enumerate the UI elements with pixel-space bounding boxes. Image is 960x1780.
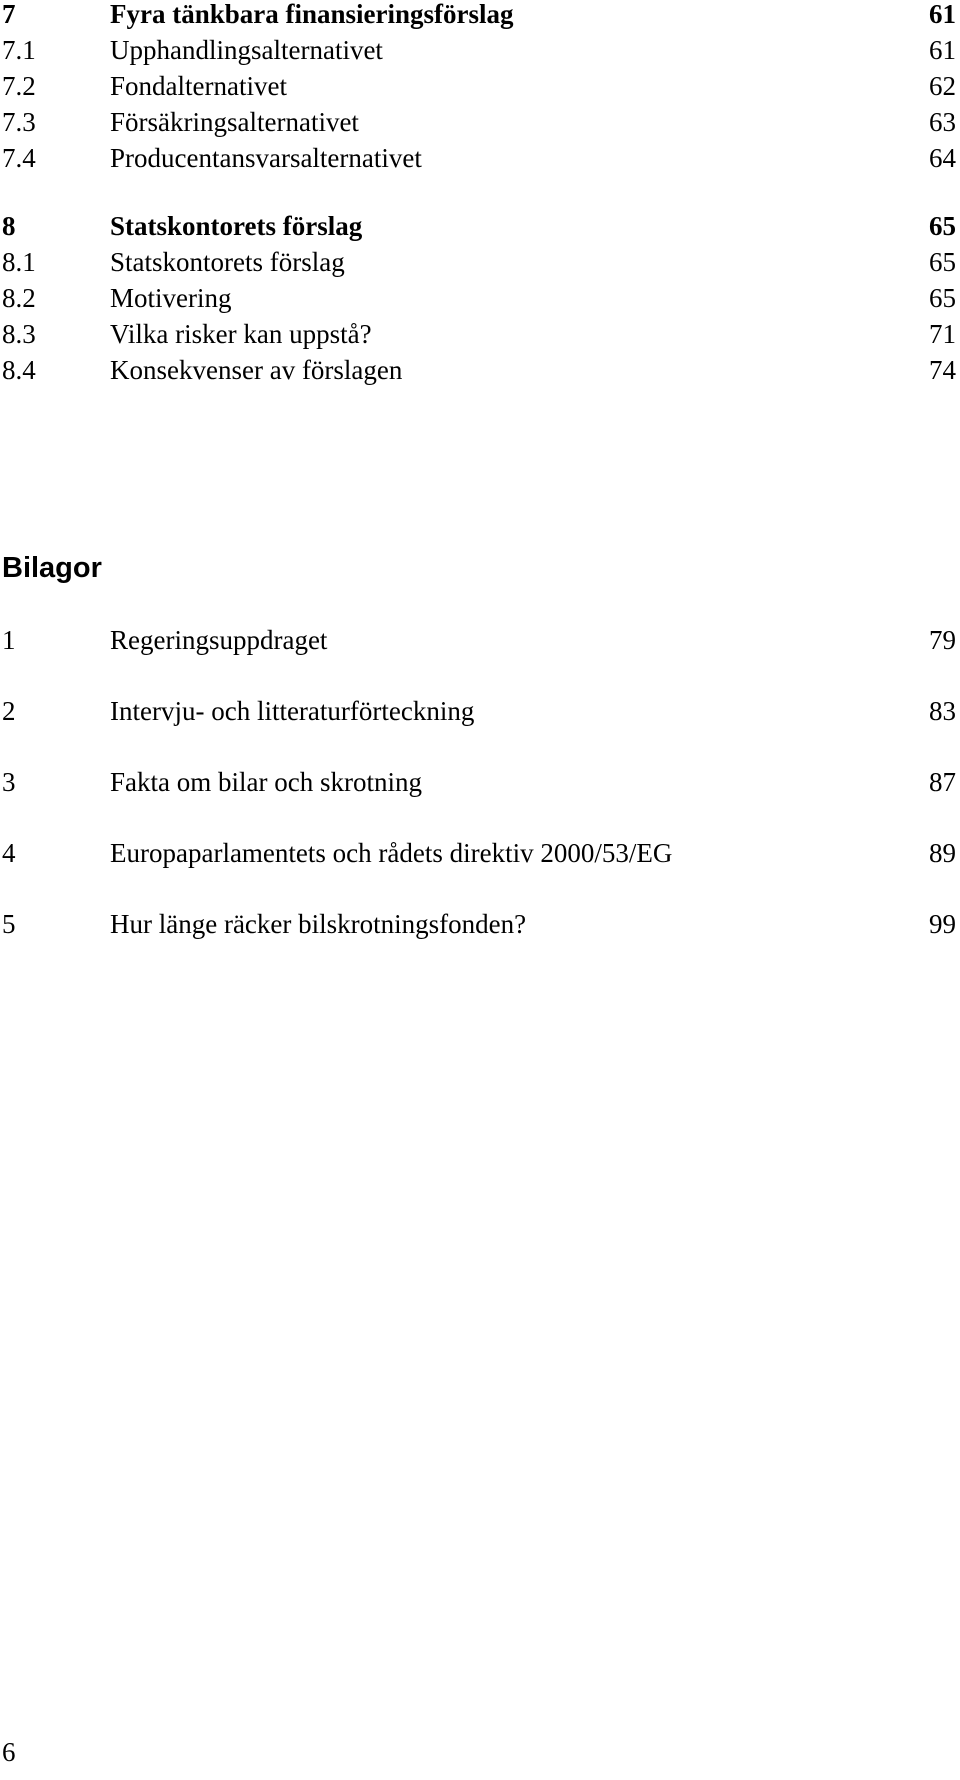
toc-entry-7-4	[0, 140, 960, 176]
appendix-entry-number: 2	[2, 696, 16, 726]
appendix-entry-page: 83	[929, 696, 956, 726]
toc-entry-7-1	[0, 32, 960, 68]
toc-entry-title: Statskontorets förslag	[110, 247, 345, 277]
toc-entry-number: 8.4	[2, 355, 36, 385]
appendix-entry-page: 87	[929, 767, 956, 797]
toc-entry-8-4	[0, 352, 960, 388]
toc-entry-page: 74	[929, 355, 956, 385]
toc-entry-page: 61	[929, 0, 956, 29]
toc-entry-title: Konsekvenser av förslagen	[110, 355, 403, 385]
appendix-entry-number: 3	[2, 767, 16, 797]
appendix-entry-page: 99	[929, 909, 956, 939]
appendices-heading: Bilagor	[2, 552, 102, 584]
toc-entry-title: Statskontorets förslag	[110, 211, 363, 241]
appendix-entry-title: Fakta om bilar och skrotning	[110, 767, 422, 797]
appendix-entry-3	[0, 764, 960, 800]
toc-entry-number: 7.4	[2, 143, 36, 173]
appendix-entry-title: Intervju- och litteraturförteckning	[110, 696, 475, 726]
toc-entry-number: 8	[2, 211, 16, 241]
appendix-entry-number: 5	[2, 909, 16, 939]
toc-entry-number: 8.2	[2, 283, 36, 313]
toc-entry-number: 7.3	[2, 107, 36, 137]
appendix-entry-title: Regeringsuppdraget	[110, 625, 328, 655]
toc-entry-7-3	[0, 104, 960, 140]
appendix-entry-1	[0, 622, 960, 658]
toc-entry-page: 63	[929, 107, 956, 137]
toc-entry-number: 8.1	[2, 247, 36, 277]
toc-entry-page: 71	[929, 319, 956, 349]
toc-entry-number: 7	[2, 0, 16, 29]
toc-entry-title: Upphandlingsalternativet	[110, 35, 383, 65]
toc-entry-number: 7.2	[2, 71, 36, 101]
toc-entry-title: Fyra tänkbara finansieringsförslag	[110, 0, 514, 29]
toc-entry-number: 7.1	[2, 35, 36, 65]
appendix-entry-2	[0, 693, 960, 729]
appendix-entry-5	[0, 906, 960, 942]
toc-entry-page: 65	[929, 247, 956, 277]
appendix-entry-number: 4	[2, 838, 16, 868]
toc-entry-8-1	[0, 244, 960, 280]
toc-entry-title: Motivering	[110, 283, 232, 313]
toc-entry-title: Fondalternativet	[110, 71, 287, 101]
appendix-entry-page: 89	[929, 838, 956, 868]
appendix-entry-title: Europaparlamentets och rådets direktiv 2000/53/EG	[110, 838, 673, 868]
toc-entry-page: 62	[929, 71, 956, 101]
toc-entry-page: 65	[929, 283, 956, 313]
appendix-entry-title: Hur länge räcker bilskrotningsfonden?	[110, 909, 527, 939]
appendix-entry-4	[0, 835, 960, 871]
toc-entry-7	[0, 0, 960, 32]
toc-entry-8-2	[0, 280, 960, 316]
toc-entry-8	[0, 208, 960, 244]
toc-entry-number: 8.3	[2, 319, 36, 349]
appendix-entry-page: 79	[929, 625, 956, 655]
toc-entry-7-2	[0, 68, 960, 104]
appendix-entry-number: 1	[2, 625, 16, 655]
toc-entry-page: 64	[929, 143, 956, 173]
toc-entry-8-3	[0, 316, 960, 352]
toc-entry-page: 61	[929, 35, 956, 65]
page-number: 6	[2, 1737, 16, 1767]
toc-entry-title: Vilka risker kan uppstå?	[110, 319, 372, 349]
toc-entry-page: 65	[929, 211, 956, 241]
toc-entry-title: Försäkringsalternativet	[110, 107, 359, 137]
toc-entry-title: Producentansvarsalternativet	[110, 143, 422, 173]
